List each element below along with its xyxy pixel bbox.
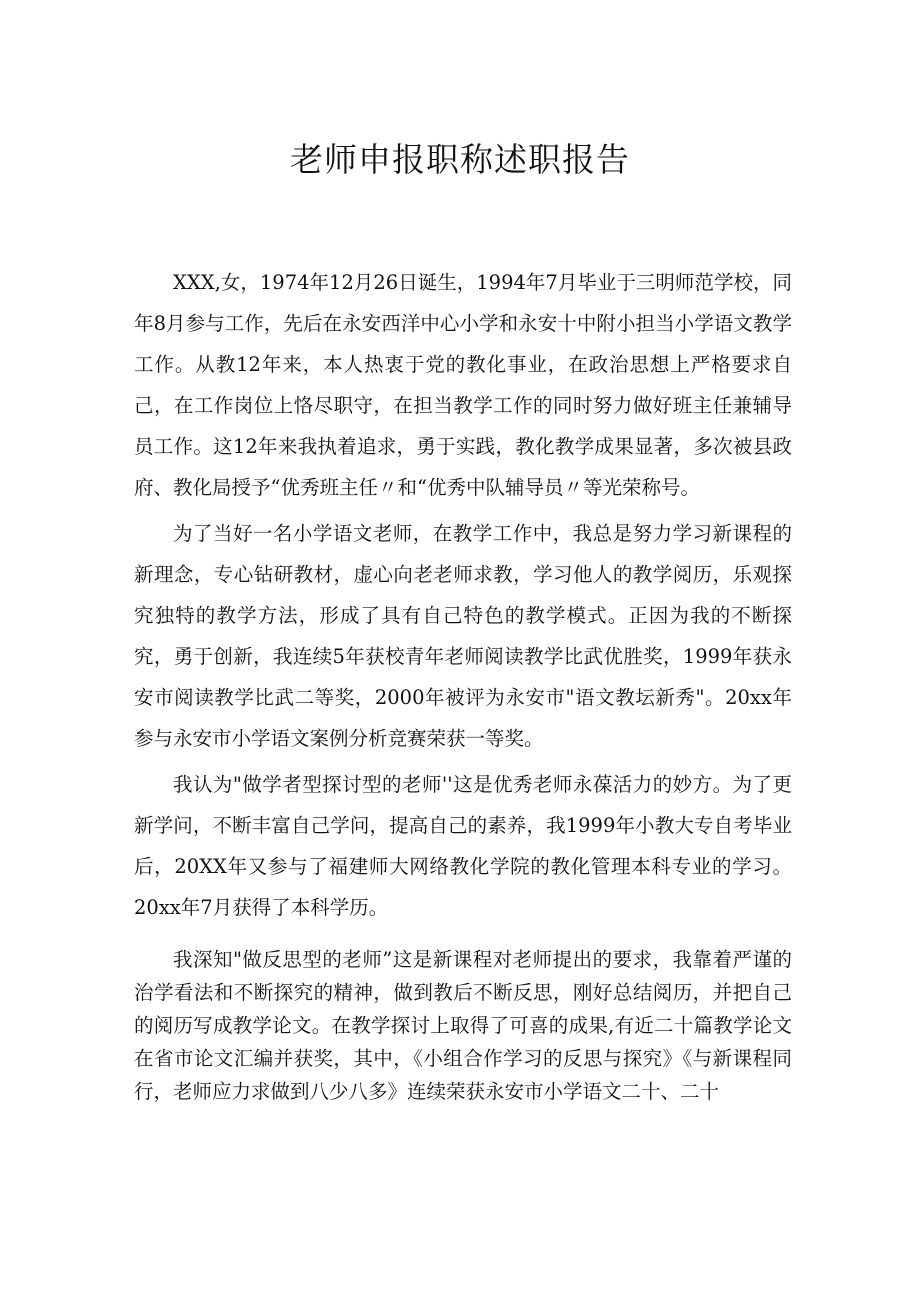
document-title: 老师申报职称述职报告 bbox=[290, 140, 630, 179]
paragraph-1: XXX,女，1974年12月26日诞生，1994年7月毕业于三明师范学校，同年8月参与工作，先后在永安西洋中心小学和永安十中附小担当小学语文教学工作。从教12年来，本人热衷于党的教化事业，在政治思想上严格要求自己，在工作岗位上恪尽职守，在担当教学工作的同时努力做好班主任兼辅导员工作。这12年来我执着追求，勇于实践，教化教学成果显著，多次被县政府、教化局授予“优秀班主任〃和“优秀中队辅导员〃等光荣称号。 bbox=[134, 271, 792, 499]
paragraph-2: 为了当好一名小学语文老师，在教学工作中，我总是努力学习新课程的新理念，专心钻研教材，虚心向老老师求教，学习他人的教学阅历，乐观探究独特的教学方法，形成了具有自己特色的教学模式。正因为我的不断探究，勇于创新，我连续5年获校青年老师阅读教学比武优胜奖，1999年获永安市阅读教学比武二等奖，2000年被评为永安市"语文教坛新秀"。20xx年参与永安市小学语文案例分析竞赛荣获一等奖。 bbox=[134, 522, 792, 750]
paragraph-4: 我深知"做反思型的老师”这是新课程对老师提出的要求，我靠着严谨的治学看法和不断探究的精神，做到教后不断反思，刚好总结阅历，并把自己的阅历写成教学论文。在教学探讨上取得了可喜的成果,有近二十篇教学论文在省市论文汇编并获奖，其中，《小组合作学习的反思与探究》《与新课程同行，老师应力求做到八少八多》连续荣获永安市小学语文二十、二十 bbox=[134, 948, 792, 1103]
document-body bbox=[134, 262, 792, 1108]
paragraph-3: 我认为"做学者型探讨型的老师''这是优秀老师永葆活力的妙方。为了更新学问，不断丰富自己学问，提高自己的素养，我1999年小教大专自考毕业后，20XX年又参与了福建师大网络教化学院的教化管理本科专业的学习。20xx年7月获得了本科学历。 bbox=[134, 773, 792, 919]
